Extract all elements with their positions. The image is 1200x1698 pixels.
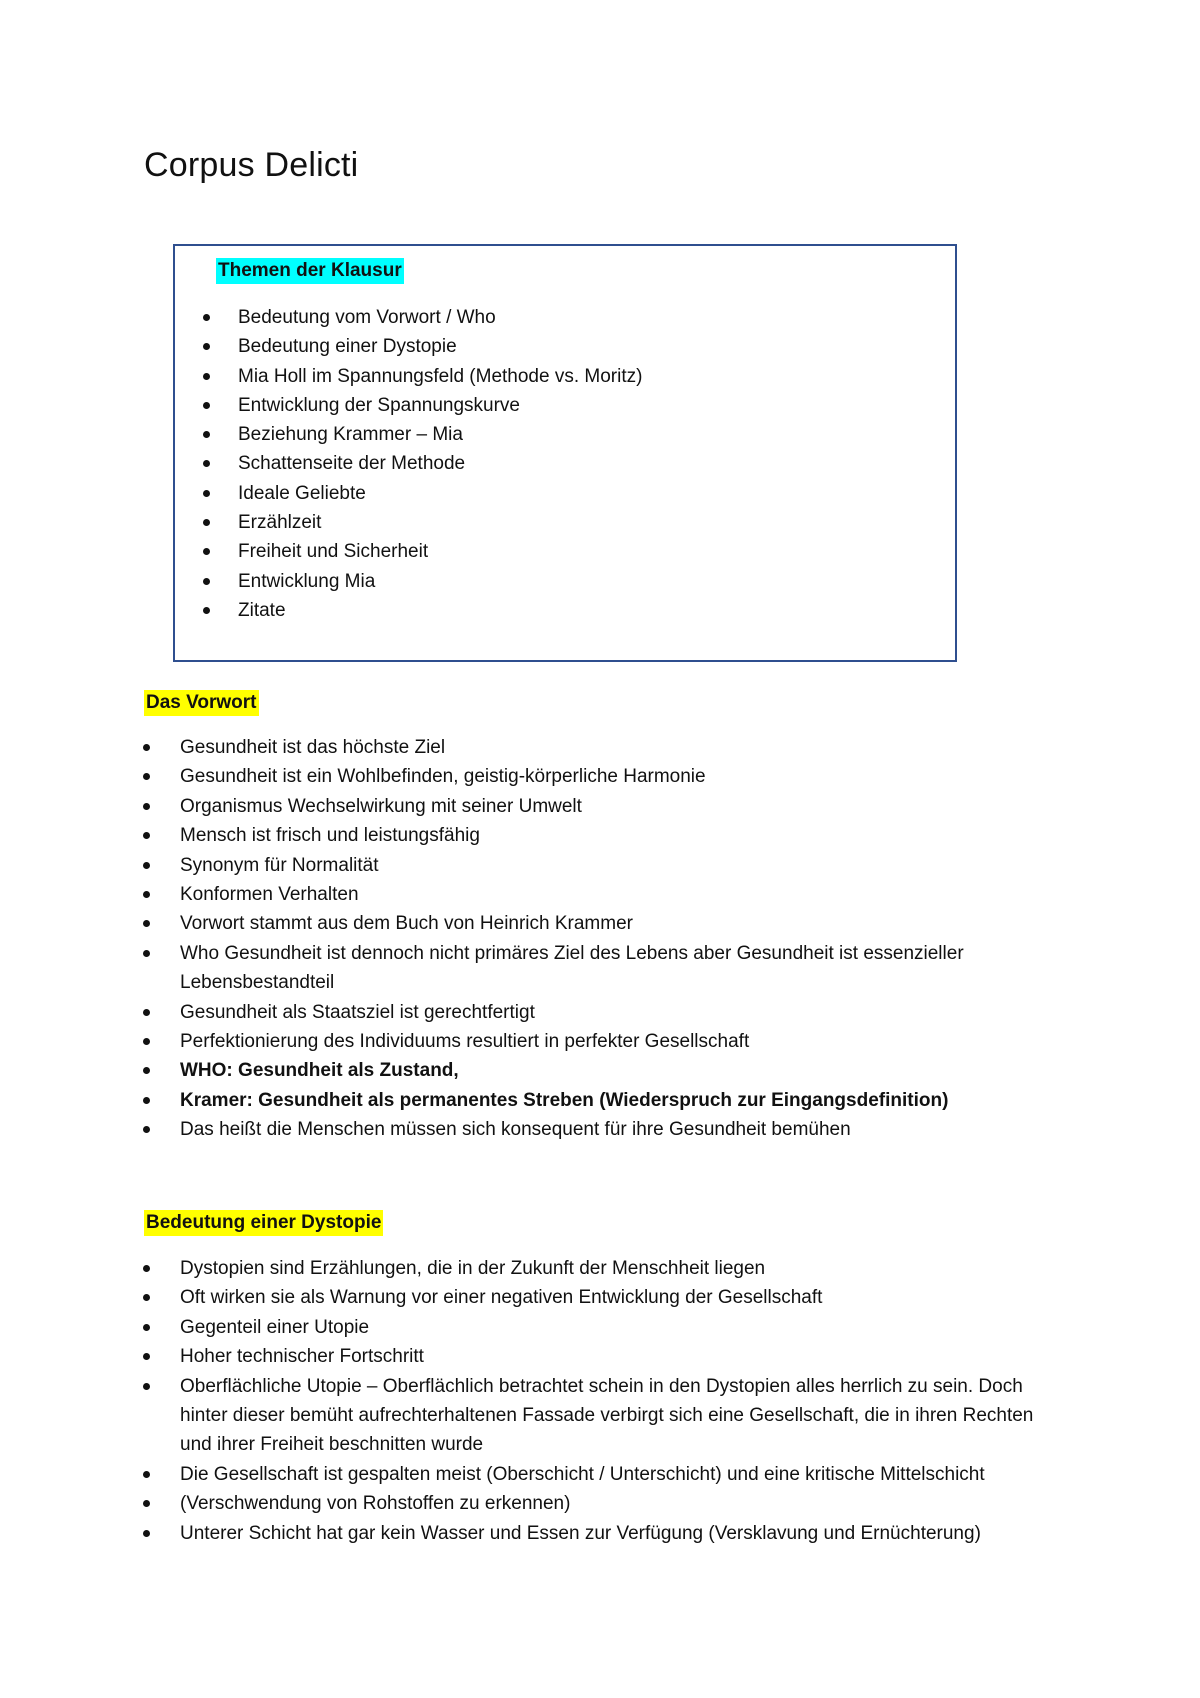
bullet-icon (143, 803, 150, 810)
bullet-icon (143, 891, 150, 898)
list-item-text: Freiheit und Sicherheit (238, 541, 429, 563)
bullet-icon (203, 402, 210, 409)
list-item (0, 792, 1060, 821)
bullet-icon (143, 1067, 150, 1074)
bullet-icon (203, 314, 210, 321)
list-item (175, 479, 642, 508)
bullet-icon (143, 1097, 150, 1104)
bullet-icon (203, 548, 210, 555)
dystopie-heading: Bedeutung einer Dystopie (144, 1210, 383, 1236)
list-item (175, 362, 642, 391)
list-item-text: Beziehung Krammer – Mia (238, 424, 463, 446)
list-item-text: Das heißt die Menschen müssen sich konsequent für ihre Gesundheit bemühen (180, 1119, 851, 1141)
dystopie-list (0, 1254, 1200, 1548)
list-item (175, 332, 642, 361)
list-item (0, 1283, 1060, 1312)
list-item-text: Perfektionierung des Individuums resultiert in perfekter Gesellschaft (180, 1031, 750, 1053)
list-item-text: Ideale Geliebte (238, 482, 366, 504)
list-item-text: Die Gesellschaft ist gespalten meist (Oberschicht / Unterschicht) und eine kritische Mittelschicht (180, 1463, 985, 1485)
topics-heading: Themen der Klausur (216, 258, 404, 284)
list-item (0, 762, 1060, 791)
bullet-icon (143, 1265, 150, 1272)
list-item (0, 939, 1060, 998)
topics-box (173, 244, 957, 662)
list-item-text: Organismus Wechselwirkung mit seiner Umwelt (180, 795, 582, 817)
list-item (0, 909, 1060, 938)
list-item-text: Unterer Schicht hat gar kein Wasser und Essen zur Verfügung (Versklavung und Ernüchterung) (180, 1522, 981, 1544)
list-item-text: Synonym für Normalität (180, 854, 379, 876)
topics-list (175, 303, 642, 625)
list-item-text: Vorwort stammt aus dem Buch von Heinrich Krammer (180, 913, 633, 935)
list-item (0, 1027, 1060, 1056)
bullet-icon (143, 1009, 150, 1016)
list-item (175, 567, 642, 596)
list-item (0, 1372, 1060, 1460)
bullet-icon (203, 607, 210, 614)
list-item-text: Bedeutung einer Dystopie (238, 336, 457, 358)
list-item (175, 508, 642, 537)
list-item-text: Gesundheit als Staatsziel ist gerechtfertigt (180, 1001, 535, 1023)
list-item-text: Gegenteil einer Utopie (180, 1316, 370, 1338)
bullet-icon (143, 1324, 150, 1331)
list-item (0, 821, 1060, 850)
list-item (0, 1460, 1060, 1489)
list-item (0, 1254, 1060, 1283)
bullet-icon (143, 1126, 150, 1133)
list-item (0, 1086, 1060, 1115)
list-item (0, 1056, 1060, 1085)
list-item (175, 596, 642, 625)
list-item-text: Kramer: Gesundheit als permanentes Streben (Wiederspruch zur Eingangsdefinition) (180, 1089, 949, 1111)
list-item (0, 1313, 1060, 1342)
list-item-text: Mensch ist frisch und leistungsfähig (180, 825, 480, 847)
bullet-icon (143, 1038, 150, 1045)
bullet-icon (143, 1353, 150, 1360)
list-item-text: Erzählzeit (238, 512, 322, 534)
bullet-icon (203, 460, 210, 467)
list-item-text: Entwicklung Mia (238, 570, 376, 592)
list-item-text: Schattenseite der Methode (238, 453, 466, 475)
list-item-text: Mia Holl im Spannungsfeld (Methode vs. Moritz) (238, 365, 643, 387)
bullet-icon (143, 832, 150, 839)
list-item-text: Gesundheit ist ein Wohlbefinden, geistig-körperliche Harmonie (180, 766, 706, 788)
bullet-icon (143, 1383, 150, 1390)
bullet-icon (203, 490, 210, 497)
bullet-icon (143, 1500, 150, 1507)
list-item (175, 303, 642, 332)
list-item (175, 391, 642, 420)
bullet-icon (143, 1471, 150, 1478)
bullet-icon (143, 950, 150, 957)
list-item-text: (Verschwendung von Rohstoffen zu erkennen) (180, 1493, 571, 1515)
list-item-text: Oft wirken sie als Warnung vor einer negativen Entwicklung der Gesellschaft (180, 1287, 823, 1309)
list-item (0, 1489, 1060, 1518)
list-item (175, 420, 642, 449)
list-item-text: Dystopien sind Erzählungen, die in der Zukunft der Menschheit liegen (180, 1258, 766, 1279)
list-item (175, 449, 642, 478)
page-title: Corpus Delicti (144, 146, 359, 184)
list-item-text: Oberflächliche Utopie – Oberflächlich betrachtet schein in den Dystopien alles herrlich zu sein. Doch hinter dieser bemüht aufrechterhaltenen Fassade verbirgt sich eine Gesellschaft, die in ihren Rechten und ihrer Freiheit beschnitten wurde (180, 1375, 1034, 1456)
list-item-text: WHO: Gesundheit als Zustand, (180, 1060, 459, 1082)
list-item-text: Konformen Verhalten (180, 884, 359, 906)
list-item (0, 851, 1060, 880)
list-item (0, 998, 1060, 1027)
list-item (0, 880, 1060, 909)
bullet-icon (203, 519, 210, 526)
bullet-icon (203, 373, 210, 380)
bullet-icon (143, 920, 150, 927)
bullet-icon (143, 1294, 150, 1301)
list-item (0, 733, 1060, 762)
list-item (0, 1519, 1060, 1548)
list-item-text: Zitate (238, 599, 286, 621)
list-item-text: Bedeutung vom Vorwort / Who (238, 307, 496, 328)
list-item (0, 1115, 1060, 1144)
vorwort-heading: Das Vorwort (144, 690, 259, 716)
list-item-text: Hoher technischer Fortschritt (180, 1346, 424, 1368)
bullet-icon (203, 343, 210, 350)
vorwort-list (0, 733, 1200, 1145)
list-item (0, 1342, 1060, 1371)
list-item-text: Entwicklung der Spannungskurve (238, 394, 521, 416)
bullet-icon (143, 1530, 150, 1537)
bullet-icon (143, 744, 150, 751)
bullet-icon (143, 773, 150, 780)
bullet-icon (143, 862, 150, 869)
bullet-icon (203, 578, 210, 585)
bullet-icon (203, 431, 210, 438)
list-item-text: Who Gesundheit ist dennoch nicht primäres Ziel des Lebens aber Gesundheit ist essenzieller Lebensbestandteil (180, 942, 964, 994)
list-item-text: Gesundheit ist das höchste Ziel (180, 737, 446, 758)
list-item (175, 537, 642, 566)
